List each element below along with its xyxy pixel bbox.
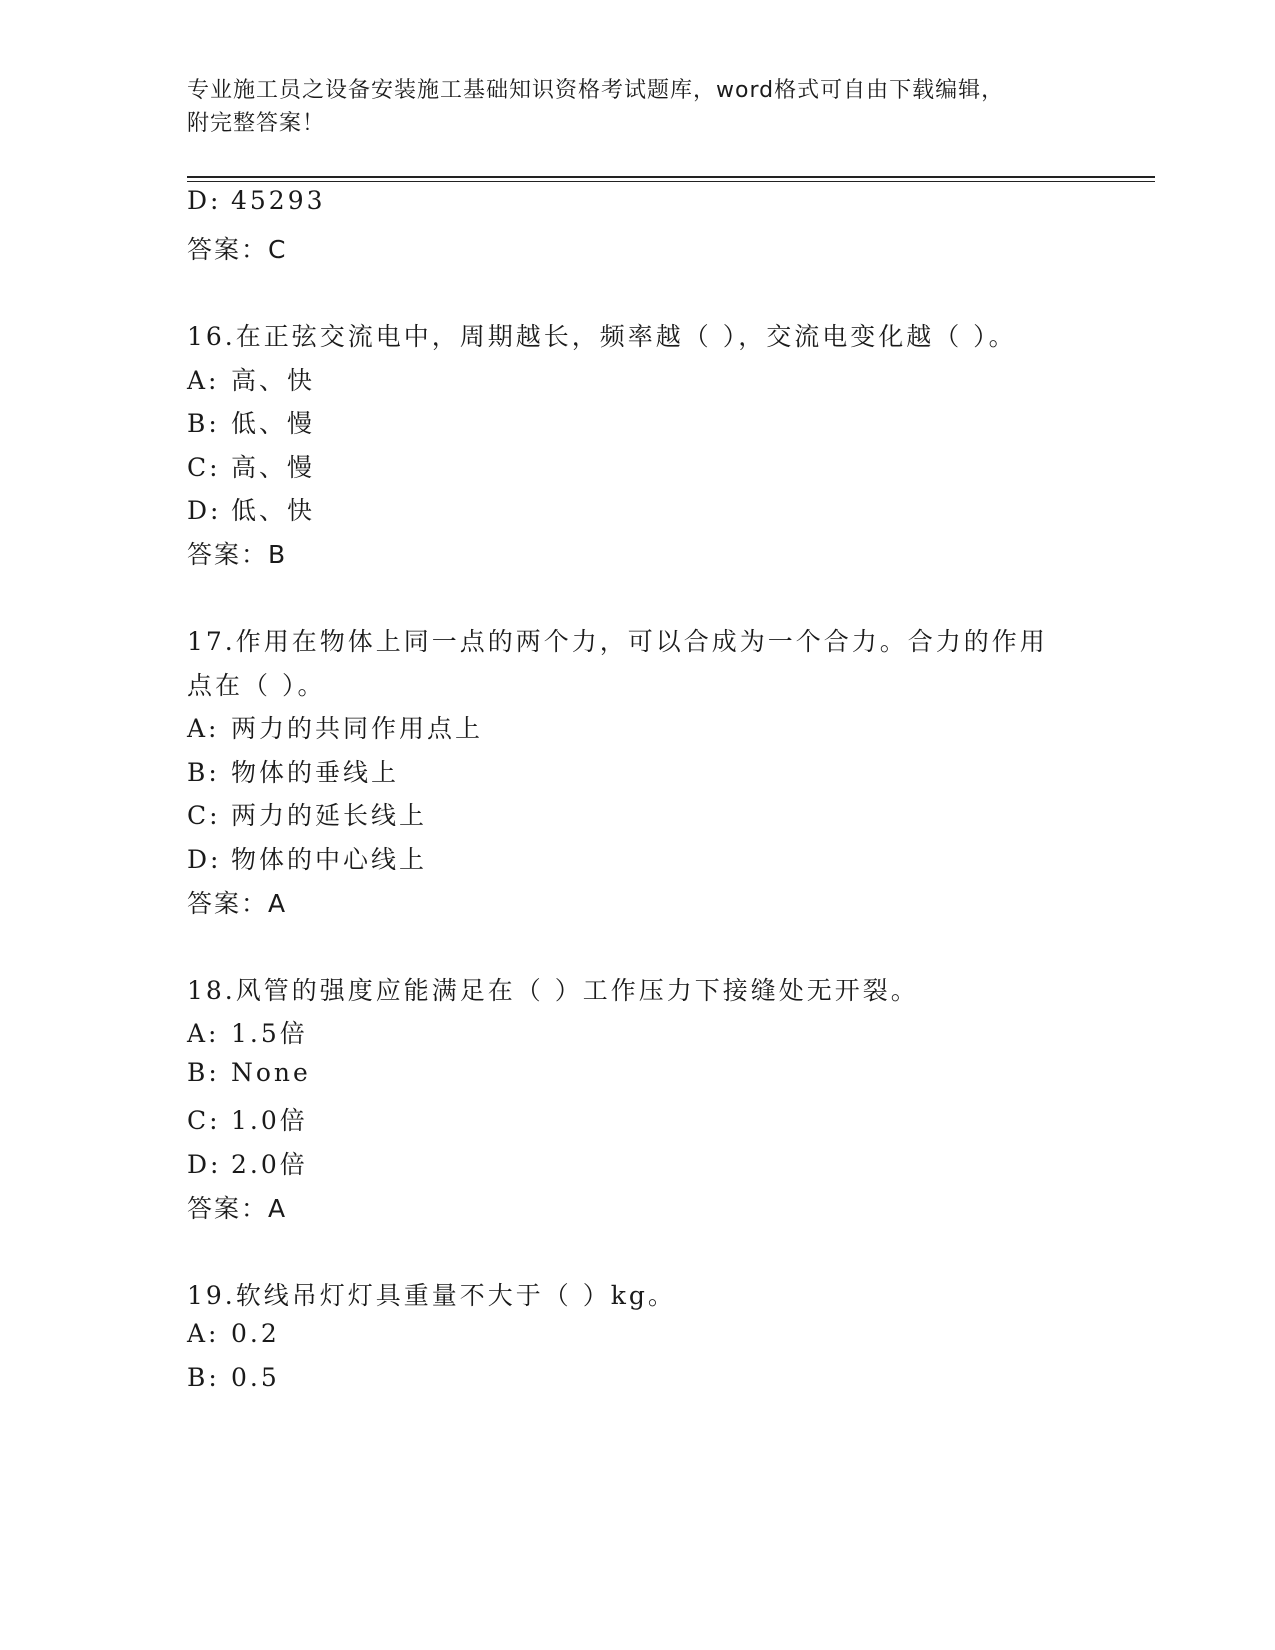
option-b [187, 404, 315, 440]
option-text: 低、慢 [231, 409, 316, 438]
option-text: 1.0倍 [231, 1106, 308, 1135]
option-a [187, 1319, 280, 1348]
option-letter: A: [187, 1319, 220, 1348]
option-letter: C: [187, 453, 221, 482]
option-d [187, 186, 326, 215]
question-stem: 19.软线吊灯灯具重量不大于（ ）kg。 [187, 1281, 676, 1310]
header-line-1: 专业施工员之设备安装施工基础知识资格考试题库，word格式可自由下载编辑， [187, 78, 1005, 103]
option-d [187, 1145, 308, 1181]
option-letter: D: [187, 186, 222, 215]
option-letter: A: [187, 1019, 220, 1048]
option-text: None [231, 1058, 311, 1087]
option-text: 45293 [231, 186, 326, 215]
option-d [187, 491, 315, 527]
option-letter: D: [187, 496, 222, 525]
document-header [187, 74, 1067, 140]
option-a [187, 709, 483, 745]
question-stem-continued: 点在（ ）。 [187, 671, 326, 700]
option-text: 高、慢 [231, 453, 316, 482]
option-letter: D: [187, 845, 222, 874]
option-a [187, 1014, 308, 1050]
option-a [187, 361, 315, 397]
option-letter: C: [187, 801, 221, 830]
option-b [187, 1363, 280, 1392]
option-letter: B: [187, 409, 220, 438]
option-letter: B: [187, 1363, 220, 1392]
header-divider [187, 176, 1155, 182]
option-letter: B: [187, 758, 220, 787]
option-text: 0.2 [231, 1319, 280, 1348]
option-letter: B: [187, 1058, 220, 1087]
header-line-2: 附完整答案！ [187, 111, 326, 136]
option-text: 2.0倍 [231, 1150, 308, 1179]
option-c [187, 448, 315, 484]
option-text: 两力的共同作用点上 [231, 714, 484, 743]
answer-line: 答案：B [187, 540, 288, 569]
answer-line: 答案：A [187, 889, 288, 918]
option-c [187, 796, 427, 832]
option-text: 低、快 [231, 496, 316, 525]
option-text: 高、快 [231, 366, 316, 395]
option-b [187, 753, 399, 789]
option-letter: C: [187, 1106, 221, 1135]
question-stem: 17.作用在物体上同一点的两个力，可以合成为一个合力。合力的作用 [187, 627, 1048, 656]
answer-line: 答案：C [187, 235, 288, 264]
question-stem: 18.风管的强度应能满足在（ ）工作压力下接缝处无开裂。 [187, 976, 919, 1005]
option-letter: A: [187, 366, 220, 395]
option-text: 1.5倍 [231, 1019, 308, 1048]
option-text: 0.5 [231, 1363, 280, 1392]
option-c [187, 1101, 308, 1137]
option-letter: A: [187, 714, 220, 743]
option-text: 物体的中心线上 [231, 845, 428, 874]
option-d [187, 840, 427, 876]
option-text: 物体的垂线上 [231, 758, 400, 787]
option-text: 两力的延长线上 [231, 801, 428, 830]
question-stem: 16.在正弦交流电中，周期越长，频率越（ ），交流电变化越（ ）。 [187, 322, 1017, 351]
option-letter: D: [187, 1150, 222, 1179]
option-b [187, 1058, 311, 1087]
answer-line: 答案：A [187, 1194, 288, 1223]
